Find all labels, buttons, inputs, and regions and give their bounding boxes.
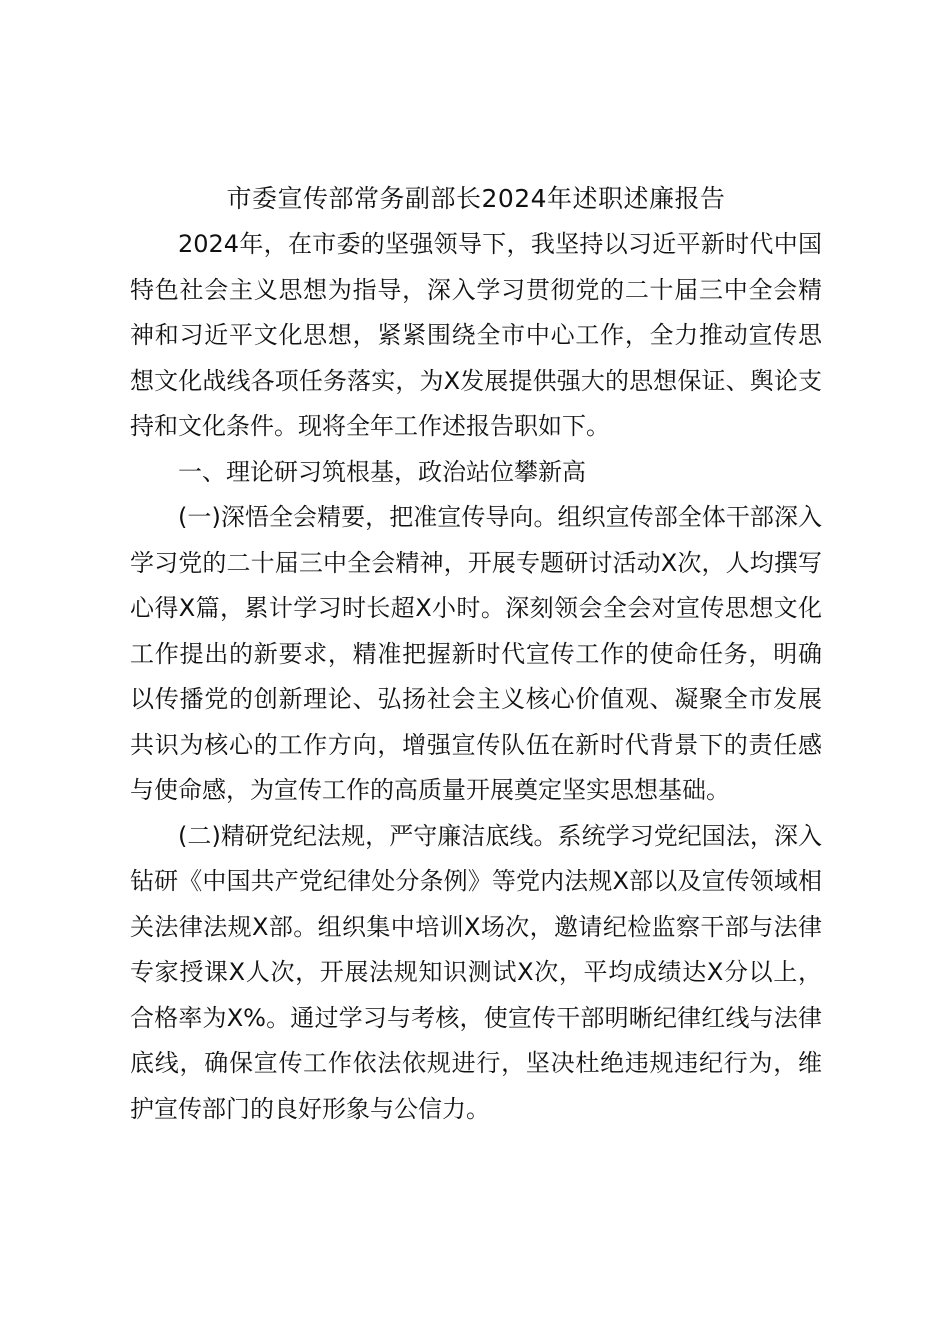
intro-paragraph: 2024年，在市委的坚强领导下，我坚持以习近平新时代中国特色社会主义思想为指导，深入学习贯彻党的二十届三中全会精神和习近平文化思想，紧紧围绕全市中心工作，全力推动宣传思想文化战线各项任务落实，为X发展提供强大的思想保证、舆论支持和文化条件。现将全年工作述报告职如下。 bbox=[130, 230, 822, 440]
subsection-paragraph-2: (二)精研党纪法规，严守廉洁底线。系统学习党纪国法，深入钻研《中国共产党纪律处分条例》等党内法规X部以及宣传领域相关法律法规X部。组织集中培训X场次，邀请纪检监察干部与法律专家授课X人次，开展法规知识测试X次，平均成绩达X分以上，合格率为X%。通过学习与考核，使宣传干部明晰纪律红线与法律底线，确保宣传工作依法依规进行，坚决杜绝违规违纪行为，维护宣传部门的良好形象与公信力。 bbox=[130, 821, 822, 1123]
subsection-paragraph-1: (一)深悟全会精要，把准宣传导向。组织宣传部全体干部深入学习党的二十届三中全会精神，开展专题研讨活动X次，人均撰写心得X篇，累计学习时长超X小时。深刻领会全会对宣传思想文化工作提出的新要求，精准把握新时代宣传工作的使命任务，明确以传播党的创新理论、弘扬社会主义核心价值观、凝聚全市发展共识为核心的工作方向，增强宣传队伍在新时代背景下的责任感与使命感，为宣传工作的高质量开展奠定坚实思想基础。 bbox=[130, 503, 822, 804]
document-title: 市委宣传部常务副部长2024年述职述廉报告 bbox=[226, 184, 726, 213]
section-heading: 一、理论研习筑根基，政治站位攀新高 bbox=[178, 457, 586, 486]
document-page bbox=[130, 176, 822, 1132]
